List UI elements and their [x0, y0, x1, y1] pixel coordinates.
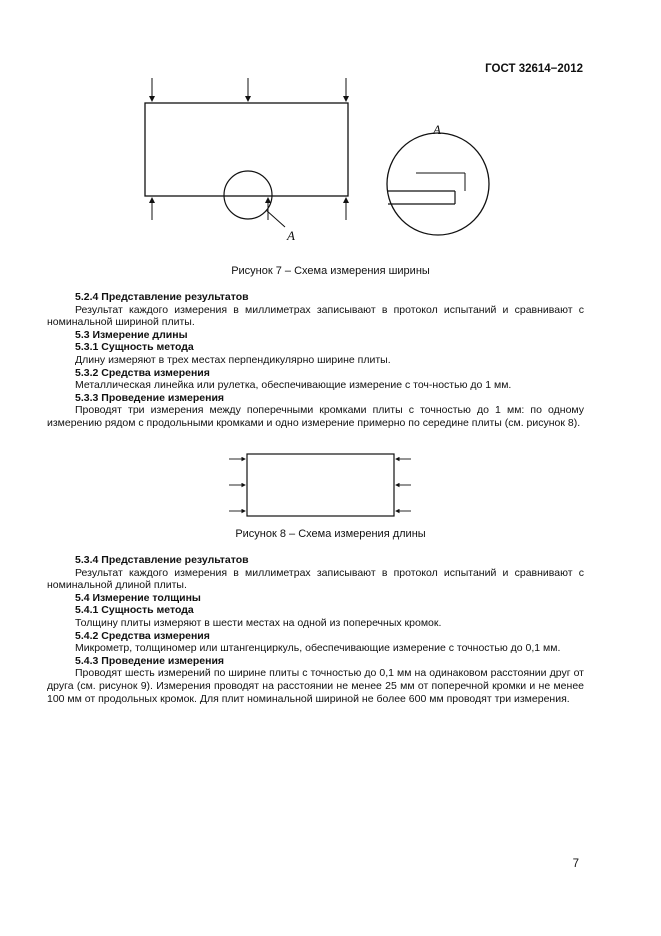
heading-5-4: 5.4 Измерение толщины [75, 591, 201, 604]
text-5-3-2: Металлическая линейка или рулетка, обеспечивающие измерение с точ-ностью до 1 мм. [75, 379, 512, 392]
top-arrows [152, 78, 346, 101]
document-standard-header: ГОСТ 32614−2012 [485, 63, 583, 75]
left-arrows [229, 459, 245, 511]
section-5-2-4 [47, 291, 584, 430]
heading-5-3-2: 5.3.2 Средства измерения [75, 366, 210, 379]
text-5-4-2: Микрометр, толщиномер или штангенциркуль, обеспечивающие измерение с точностью до 0,1 мм. [75, 642, 561, 655]
figure-8-length-measurement-diagram [225, 449, 415, 521]
detail-a-label: А [287, 228, 295, 243]
detail-a-zoom-label: А [433, 122, 441, 137]
bottom-arrows [152, 198, 346, 220]
detail-a-marker-circle [224, 171, 272, 219]
text-5-3-3: Проводят три измерения между поперечными кромками плиты с точностью до 1 мм: по одному измерению рядом с продольными кромками и одно измерение примерно по середине плиты (см. рисунок 8). [47, 404, 584, 429]
detail-a-zoom [387, 122, 489, 235]
right-arrows [396, 459, 411, 511]
heading-5-3-4: 5.3.4 Представление результатов [75, 554, 249, 566]
heading-5-3: 5.3 Измерение длины [75, 328, 188, 341]
text-5-3-1: Длину измеряют в трех местах перпендикулярно ширине плиты. [75, 353, 391, 366]
figure-7-caption: Рисунок 7 – Схема измерения ширины [231, 265, 430, 277]
detail-a-leader [266, 210, 285, 227]
figure-7-width-measurement-diagram [120, 74, 500, 249]
text-5-4-3: Проводят шесть измерений по ширине плиты с точностью до 0,1 мм на одинаковом расстоянии друг от друга (см. рисунок 9). Измерения проводят на расстоянии не менее 25 мм от поперечной кромки и не менее 100 мм от продольных кромок. Для плит номинальной шириной не более 600 мм проводят три измерения. [47, 667, 584, 705]
heading-5-3-1: 5.3.1 Сущность метода [75, 341, 194, 354]
heading-5-4-2: 5.4.2 Средства измерения [75, 629, 210, 642]
figure-8-caption: Рисунок 8 – Схема измерения длины [235, 528, 426, 540]
text-5-4-1: Толщину плиты измеряют в шести местах на одной из поперечных кромок. [75, 616, 442, 629]
plate-rectangle [145, 103, 348, 196]
text-5-3-4: Результат каждого измерения в миллиметрах записывают в протокол испытаний и сравнивают с номинальной длиной плиты. [47, 566, 584, 592]
section-5-3-4-and-5-4 [47, 554, 584, 705]
page-number: 7 [572, 858, 579, 870]
heading-5-4-1: 5.4.1 Сущность метода [75, 604, 194, 617]
plate-rectangle-fig8 [247, 454, 394, 516]
heading-5-3-3: 5.3.3 Проведение измерения [75, 391, 225, 404]
heading-5-2-4: 5.2.4 Представление результатов [75, 291, 249, 303]
heading-5-4-3: 5.4.3 Проведение измерения [75, 654, 225, 667]
text-5-2-4: Результат каждого измерения в миллиметрах записывают в протокол испытаний и сравнивают с номинальной шириной плиты. [47, 303, 584, 329]
